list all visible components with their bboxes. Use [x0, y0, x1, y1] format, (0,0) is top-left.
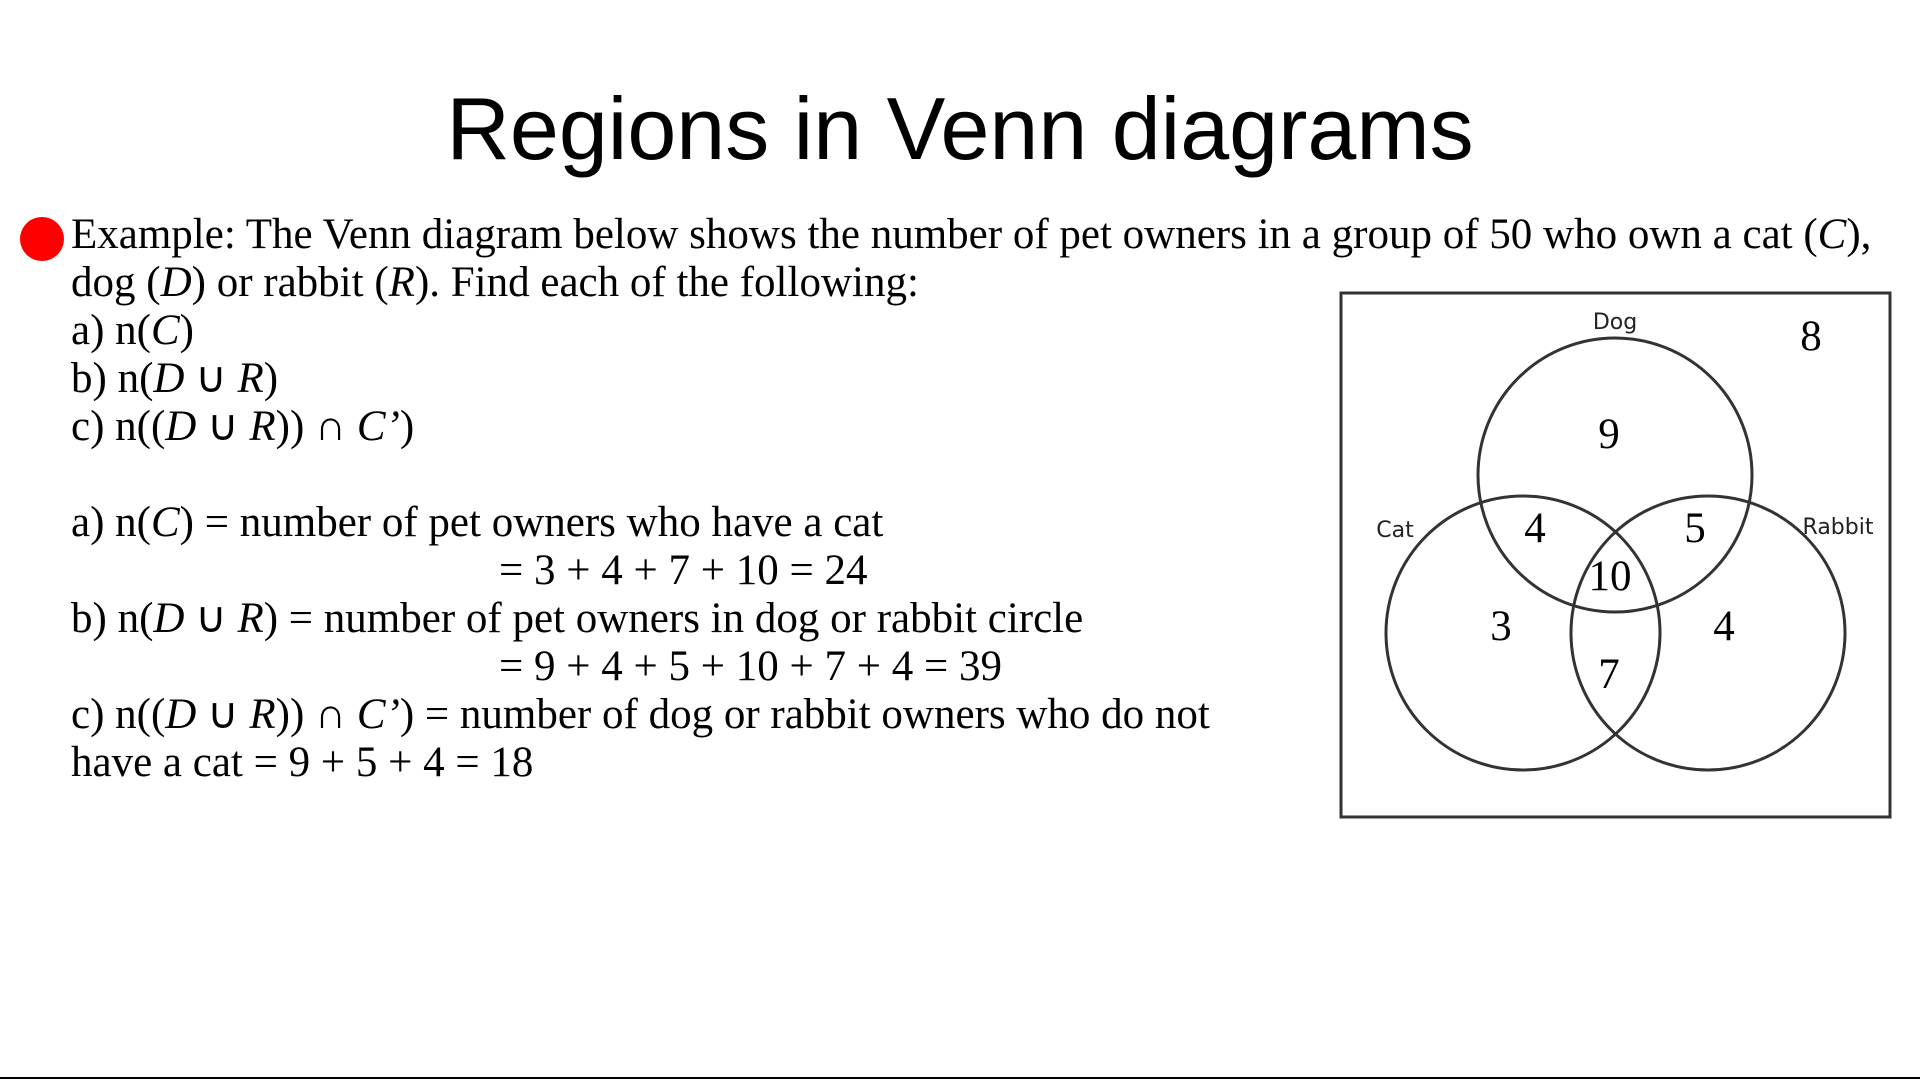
answer-b: b) n(D ∪ R) = number of pet owners in dog or rabbit circle: [71, 595, 1084, 642]
region-rabbit-only: 4: [1713, 603, 1735, 650]
answer-a: a) n(C) = number of pet owners who have a cat: [71, 499, 884, 546]
answer-c-line-2: have a cat = 9 + 5 + 4 = 18: [71, 739, 534, 786]
venn-diagram: [1338, 290, 1894, 820]
intro-line-1: Example: The Venn diagram below shows the number of pet owners in a group of 50 who own a cat (C),: [71, 211, 1872, 258]
region-cat-only: 3: [1490, 603, 1512, 650]
cat-circle: [1386, 496, 1660, 770]
question-a: a) n(C): [71, 307, 194, 354]
region-cat-rabbit: 7: [1598, 651, 1620, 698]
answer-c: c) n((D ∪ R)) ∩ C’) = number of dog or rabbit owners who do not: [71, 691, 1210, 738]
slide-title: Regions in Venn diagrams: [446, 79, 1474, 178]
region-cat-dog: 4: [1524, 505, 1546, 552]
dog-label: Dog: [1592, 310, 1638, 335]
region-dog-rabbit: 5: [1684, 505, 1706, 552]
bullet-icon: [20, 217, 64, 261]
question-b: b) n(D ∪ R): [71, 355, 279, 402]
question-c: c) n((D ∪ R)) ∩ C’): [71, 403, 415, 450]
intro-line-2: dog (D) or rabbit (R). Find each of the following:: [71, 259, 919, 306]
cat-label: Cat: [1376, 518, 1414, 543]
region-outside: 8: [1800, 313, 1822, 360]
region-all-three: 10: [1588, 553, 1632, 600]
region-dog-only: 9: [1598, 411, 1620, 458]
answer-b-calc: = 9 + 4 + 5 + 10 + 7 + 4 = 39: [499, 643, 1003, 690]
bottom-border: [0, 1077, 1920, 1079]
answer-a-calc: = 3 + 4 + 7 + 10 = 24: [499, 547, 868, 594]
rabbit-label: Rabbit: [1802, 515, 1874, 540]
